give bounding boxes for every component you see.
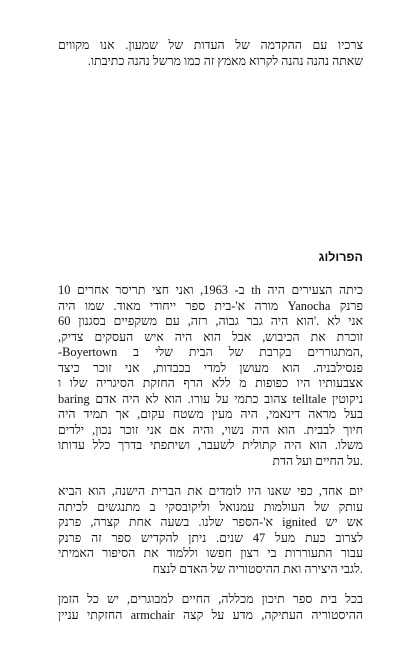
text-line: -Boyertown המתגוררים בקרבת של הבית שלי ב,	[58, 345, 363, 359]
body-paragraph	[58, 283, 363, 469]
intro-paragraph	[58, 38, 363, 69]
text-line: פנסילבניה. הוא מעושן למדי בכבדות, אני זוכר כיצד	[58, 360, 363, 375]
text-line: זוכרת את הכיבוש, אבל הוא היה איש העסקים צדיק,	[58, 329, 363, 344]
blank-space	[58, 69, 363, 249]
text-line: ההיסטוריה העתיקה, מדע על קצה armchair החזקתי עניין	[58, 607, 363, 622]
document-page	[58, 38, 363, 623]
text-line: שאתה נהנה נהנה לקרוא מאמץ זה כמו מרשל נהנה כתיבתו.	[87, 53, 363, 68]
body-paragraph	[58, 484, 363, 577]
text-line: יום אחד, כפי שאנו היו לומדים את הברית הישנה, הוא הביא	[58, 484, 363, 498]
text-line: בעל מראה דינאמי, היה מעין משטח עקום, אך תמיד היה	[58, 407, 363, 421]
text-line: צרכיו עם ההקדמה של העדות של שמעון. אנו מקווים	[58, 38, 363, 52]
blank-space	[58, 265, 363, 283]
text-line: עבור התעוררות בי רצון חפשו וללמוד את הסיפור האמיתי	[58, 546, 363, 560]
blank-space	[58, 469, 363, 484]
text-line: חיוך לבבית. הוא היה נשוי, והיה אם אני זוכר נכון, ילדים	[58, 422, 363, 437]
text-line: בכל בית ספר תיכון מכללה, החיים למבוגרים, יש כל הזמן	[58, 592, 363, 606]
text-line: משלו. הוא היה קתולית לשעבר, ושיתפתי בדרך כלל עדותו	[58, 438, 363, 452]
text-line: עותק של העולמות עמנואל וליקובסקי ב מתנגשים לכיתה	[58, 499, 363, 514]
text-line: .לגבי היצירה ואת ההיסטוריה של האדם לנצח	[152, 561, 363, 576]
text-line: כיתה הצעירים היה th ב- 1963, ואני חצי תריסר אחרים 10	[58, 283, 363, 297]
text-line: אצבעותיו היו כפופות מ ללא הרף החזקת הסיגריה שלו ו	[58, 376, 363, 390]
text-line: אני לא .'הוא היה גבר גבוה, רזה, עם משקפיים בסגנון 60	[58, 314, 363, 328]
text-line: baring צהוב כתמי על עורו. הוא לא היה אדם telltale ניקוטין	[58, 391, 363, 406]
body-paragraph	[58, 592, 363, 623]
text-line: פרנק Yanocha מורה א'-בית ספר ייחודי מאוד. שמו היה	[58, 298, 363, 313]
text-line: לצרוב כעת מעל 47 שנים. ניתן להקדיש ספר זה פרנק	[58, 530, 363, 545]
blank-space	[58, 577, 363, 592]
text-line: .על החיים ועל הדת	[272, 453, 363, 468]
section-heading: הפרולוג	[318, 250, 363, 264]
text-line: אש יש ignited א'-הספר שלנו. בשעה אחת קצרה, פרנק	[58, 515, 363, 529]
